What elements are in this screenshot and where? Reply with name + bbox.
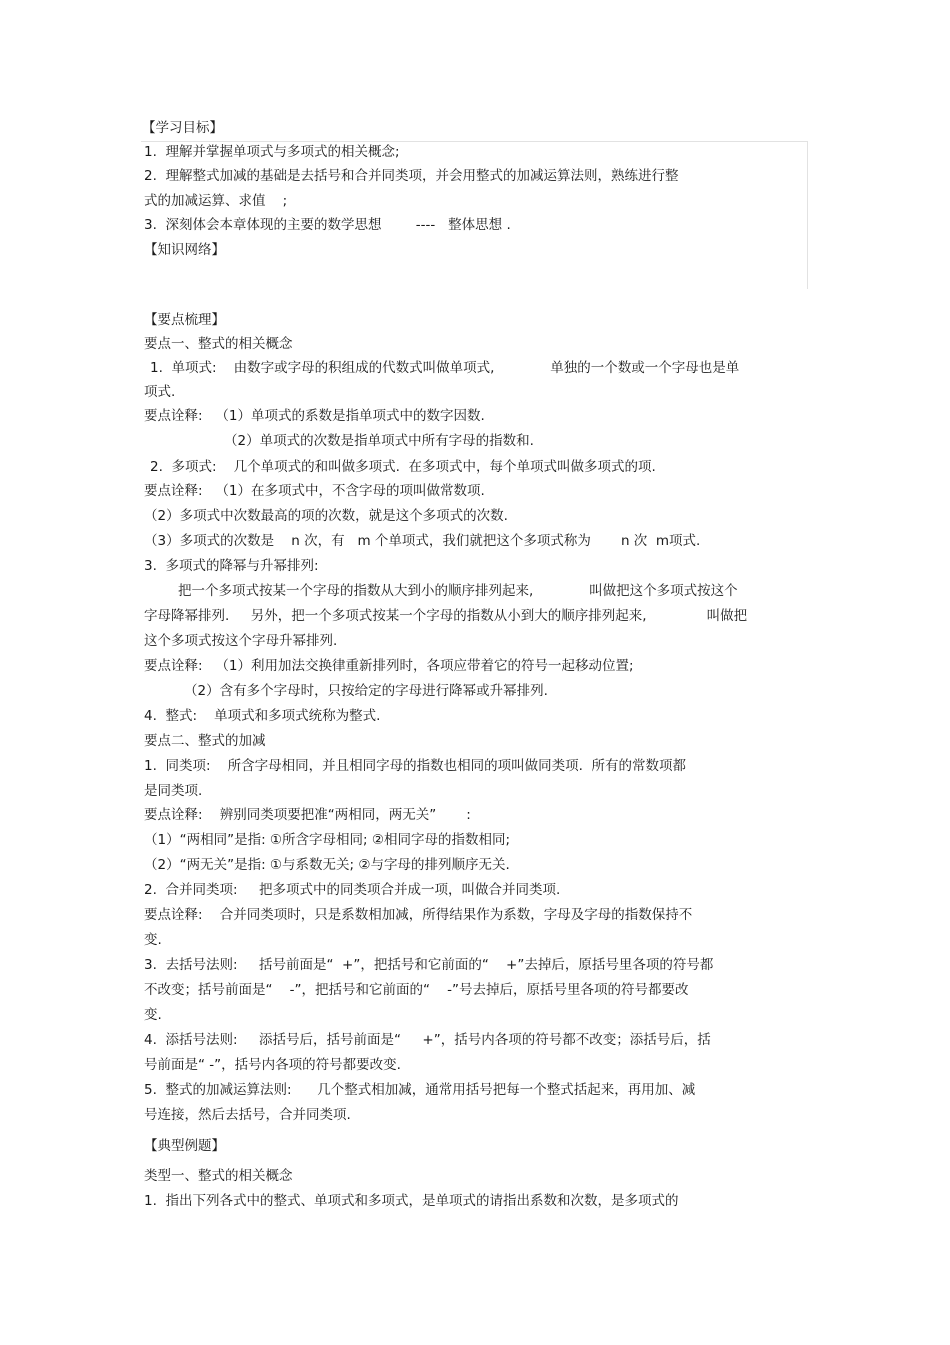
type-1-title: 类型一、整式的相关概念 [144, 1168, 293, 1184]
remove-brackets-rule-2: 不改变；括号前面是“ -”，把括号和它前面的“ -”号去掉后，原括号里各项的符号都要改 [144, 982, 689, 998]
section-1-title: 要点一、整式的相关概念 [144, 336, 293, 352]
remove-brackets-rule: 3. 去括号法则: 括号前面是“ +”，把括号和它前面的“ +”去掉后，原括号里各项的符号都 [144, 957, 714, 973]
ordering-text-2: 字母降幂排列. 另外，把一个多项式按某一个字母的指数从小到大的顺序排列起来, 叫做把 [144, 608, 748, 624]
integral-expression-def: 4. 整式: 单项式和多项式统称为整式. [144, 708, 381, 724]
goal-2: 2. 理解整式加减的基础是去括号和合并同类项，并会用整式的加减运算法则，熟练进行整 [144, 168, 679, 184]
monomial-note-1: 要点诠释: （1）单项式的系数是指单项式中的数字因数. [144, 408, 485, 424]
like-terms-def: 1. 同类项: 所含字母相同，并且相同字母的指数也相同的项叫做同类项. 所有的常数项都 [144, 758, 687, 774]
ordering-note-2: （2）含有多个字母时，只按给定的字母进行降幂或升幂排列. [184, 683, 548, 699]
combine-note: 要点诠释: 合并同类项时，只是系数相加减，所得结果作为系数，字母及字母的指数保持不 [144, 907, 693, 923]
ordering-text-1: 把一个多项式按某一个字母的指数从大到小的顺序排列起来, 叫做把这个多项式按这个 [178, 583, 738, 599]
goal-1: 1. 理解并掌握单项式与多项式的相关概念; [144, 144, 400, 160]
combine-note-cont: 变. [144, 932, 162, 948]
ordering-title: 3. 多项式的降幂与升幂排列: [144, 558, 319, 574]
monomial-note-2: （2）单项式的次数是指单项式中所有字母的指数和. [224, 433, 534, 449]
add-subtract-rule: 5. 整式的加减运算法则: 几个整式相加减，通常用括号把每一个整式括起来，再用加、减 [144, 1082, 696, 1098]
like-terms-note-2: （2）“两无关”是指: ①与系数无关; ②与字母的排列顺序无关. [144, 857, 510, 873]
example-1: 1. 指出下列各式中的整式、单项式和多项式，是单项式的请指出系数和次数，是多项式的 [144, 1193, 679, 1209]
ordering-text-3: 这个多项式按这个字母升幂排列. [144, 633, 338, 649]
knowledge-network-frame [141, 141, 808, 289]
add-brackets-rule: 4. 添括号法则: 添括号后，括号前面是“ +”，括号内各项的符号都不改变；添括号后，括 [144, 1032, 711, 1048]
polynomial-note-2: （2）多项式中次数最高的项的次数，就是这个多项式的次数. [144, 508, 508, 524]
heading-knowledge-network: 【知识网络】 [144, 242, 225, 258]
heading-learning-goals: 【学习目标】 [142, 120, 223, 136]
like-terms-note-1: （1）“两相同”是指: ①所含字母相同; ②相同字母的指数相同; [144, 832, 511, 848]
goal-3: 3. 深刻体会本章体现的主要的数学思想 ---- 整体思想 . [144, 217, 511, 233]
polynomial-note-1: 要点诠释: （1）在多项式中，不含字母的项叫做常数项. [144, 483, 485, 499]
polynomial-def: 2. 多项式: 几个单项式的和叫做多项式. 在多项式中，每个单项式叫做多项式的项. [150, 459, 656, 475]
monomial-def-cont: 项式. [144, 384, 176, 400]
add-brackets-rule-2: 号前面是“ -”，括号内各项的符号都要改变. [144, 1057, 401, 1073]
combine-def: 2. 合并同类项: 把多项式中的同类项合并成一项，叫做合并同类项. [144, 882, 561, 898]
heading-typical-examples: 【典型例题】 [144, 1138, 225, 1154]
like-terms-def-cont: 是同类项. [144, 783, 203, 799]
add-subtract-rule-2: 号连接，然后去括号，合并同类项. [144, 1107, 351, 1123]
polynomial-note-3: （3）多项式的次数是 n 次，有 m 个单项式，我们就把这个多项式称为 n 次 m项式. [144, 533, 701, 549]
section-2-title: 要点二、整式的加减 [144, 733, 266, 749]
remove-brackets-rule-3: 变. [144, 1007, 162, 1023]
monomial-def: 1. 单项式: 由数字或字母的积组成的代数式叫做单项式, 单独的一个数或一个字母也是单 [150, 360, 740, 376]
ordering-note-1: 要点诠释: （1）利用加法交换律重新排列时，各项应带着它的符号一起移动位置; [144, 658, 634, 674]
heading-key-points: 【要点梳理】 [144, 312, 225, 328]
goal-2-cont: 式的加减运算、求值 ; [144, 193, 288, 209]
like-terms-note: 要点诠释: 辨别同类项要把准“两相同，两无关” : [144, 807, 471, 823]
